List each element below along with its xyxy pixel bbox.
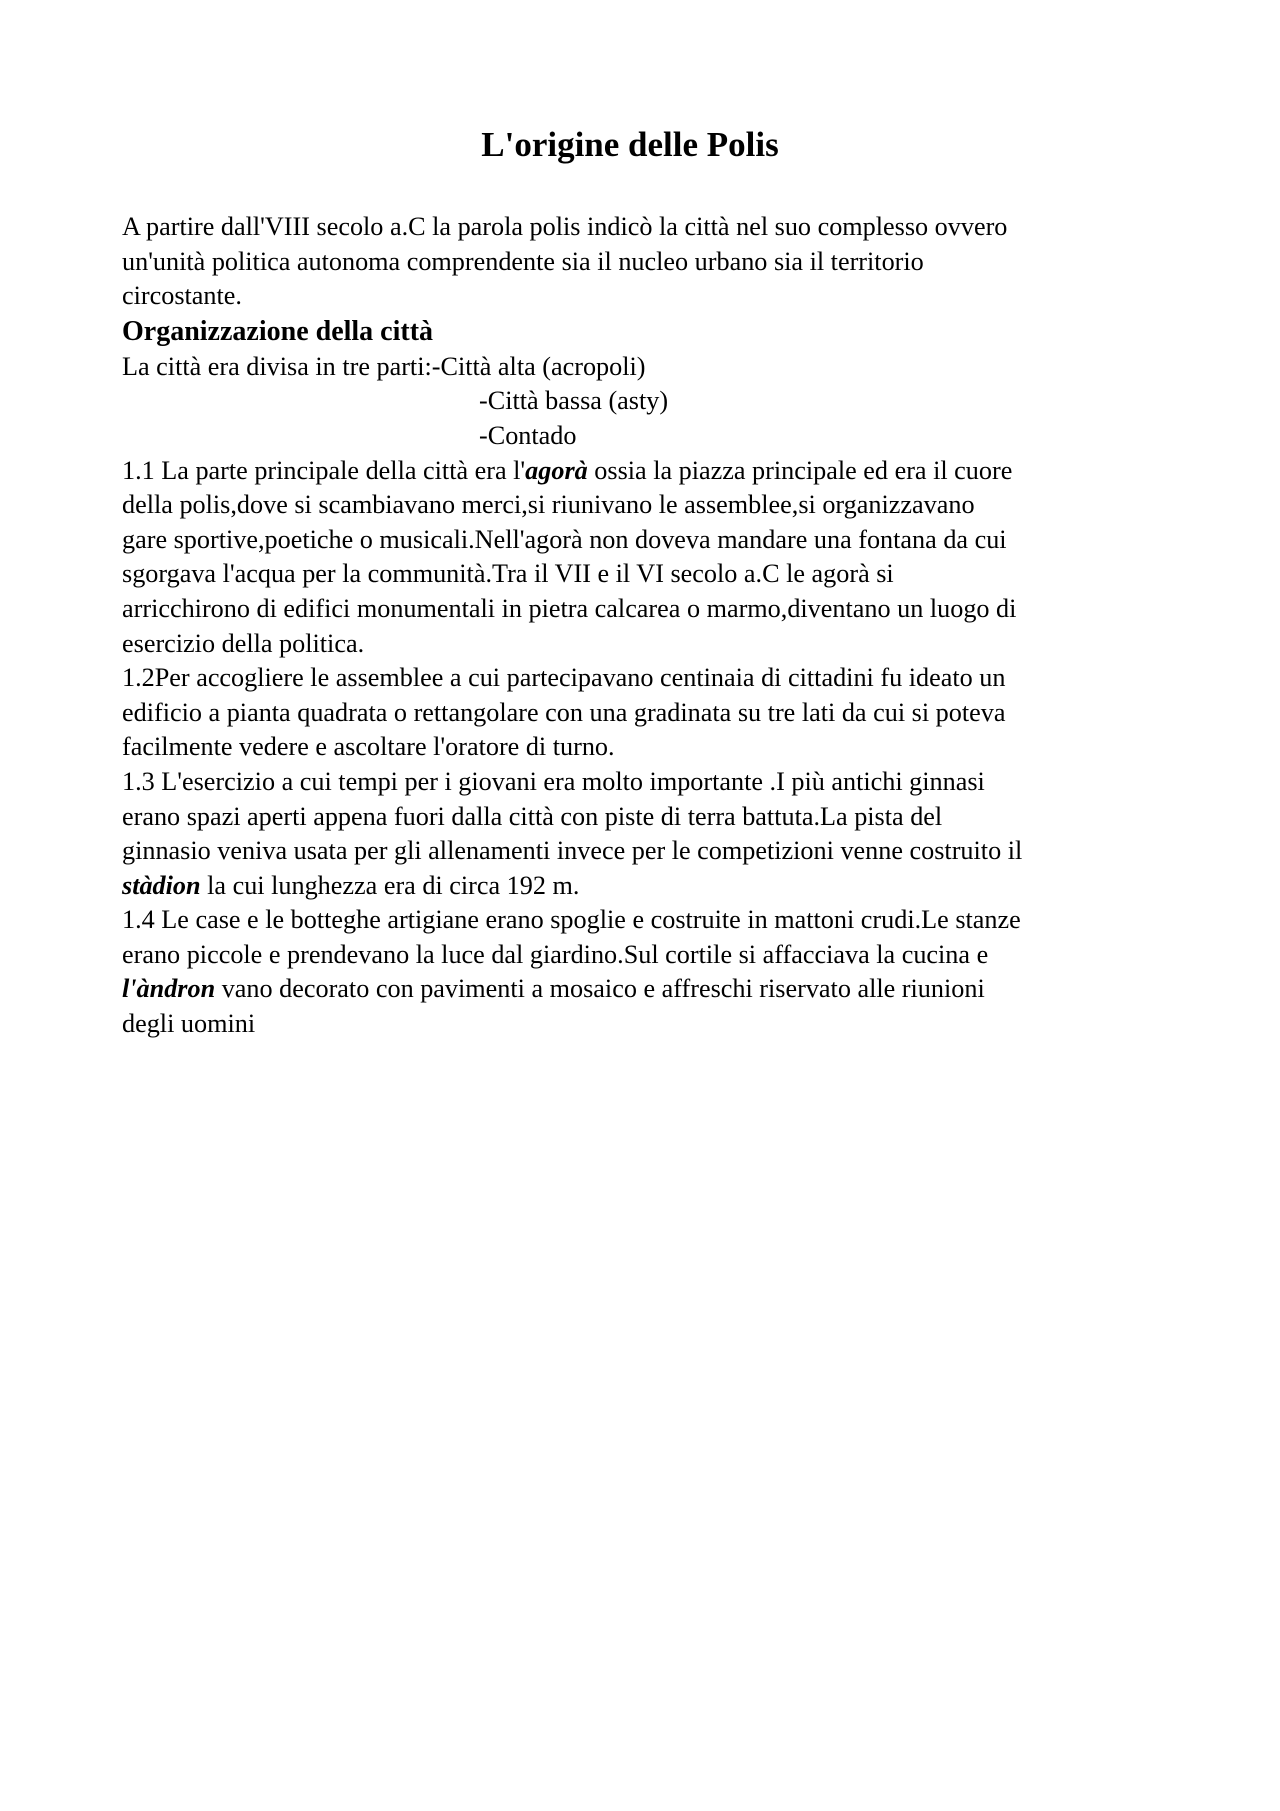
division-lead: La città era divisa in tre parti: xyxy=(122,351,432,381)
page-title: L'origine delle Polis xyxy=(481,125,779,164)
paragraph-1-2 xyxy=(122,661,1182,765)
division-part: -Contado xyxy=(479,420,577,450)
text-line: 1.3 L'esercizio a cui tempi per i giovani era molto importante .I più antichi ginnasi xyxy=(122,766,985,796)
text-line: un'unità politica autonoma comprendente sia il nucleo urbano sia il territorio xyxy=(122,246,924,276)
text-line: sgorgava l'acqua per la communità.Tra il VII e il VI secolo a.C le agorà si xyxy=(122,559,894,589)
text-run: la cui lunghezza era di circa 192 m. xyxy=(200,870,580,900)
text-line: erano piccole e prendevano la luce dal giardino.Sul cortile si affacciava la cucina e xyxy=(122,939,989,969)
text-line: facilmente vedere e ascoltare l'oratore di turno. xyxy=(122,732,615,762)
text-run: vano decorato con pavimenti a mosaico e affreschi riservato alle riunioni xyxy=(215,974,985,1004)
intro-paragraph xyxy=(122,210,1182,314)
paragraph-1-3 xyxy=(122,765,1182,903)
document-body xyxy=(122,210,1182,1042)
text-line: esercizio della politica. xyxy=(122,628,365,658)
text-line: della polis,dove si scambiavano merci,si riunivano le assemblee,si organizzavano xyxy=(122,490,975,520)
text-line xyxy=(122,454,1182,489)
text-run: 1.1 La parte principale della città era l' xyxy=(122,455,526,485)
term-stadion: stàdion xyxy=(122,870,201,900)
division-line xyxy=(122,350,1182,385)
text-line: A partire dall'VIII secolo a.C la parola polis indicò la città nel suo complesso ovvero xyxy=(122,212,1008,241)
paragraph-1-1 xyxy=(122,454,1182,662)
text-line: arricchirono di edifici monumentali in pietra calcarea o marmo,diventano un luogo di xyxy=(122,593,1017,623)
division-part: -Città alta (acropoli) xyxy=(431,351,646,381)
text-line: ginnasio veniva usata per gli allenamenti invece per le competizioni venne costruito il xyxy=(122,836,1023,866)
paragraph-1-4 xyxy=(122,903,1182,1041)
text-line: gare sportive,poetiche o musicali.Nell'agorà non doveva mandare una fontana da cui xyxy=(122,524,1007,554)
term-andron: l'àndron xyxy=(122,974,216,1004)
section-heading: Organizzazione della città xyxy=(122,315,434,347)
text-line: 1.2Per accogliere le assemblee a cui partecipavano centinaia di cittadini fu ideato un xyxy=(122,663,1006,693)
text-run: ossia la piazza principale ed era il cuore xyxy=(587,455,1013,485)
text-line: degli uomini xyxy=(122,1009,256,1039)
text-line: circostante. xyxy=(122,281,242,311)
term-agora: agorà xyxy=(525,455,588,485)
text-line: 1.4 Le case e le botteghe artigiane erano spoglie e costruite in mattoni crudi.Le stanze xyxy=(122,905,1021,935)
text-line xyxy=(122,869,1182,904)
text-line: edificio a pianta quadrata o rettangolare con una gradinata su tre lati da cui si poteva xyxy=(122,697,1006,727)
text-line xyxy=(122,972,1182,1007)
division-part: -Città bassa (asty) xyxy=(479,386,669,416)
text-line: erano spazi aperti appena fuori dalla città con piste di terra battuta.La pista del xyxy=(122,801,943,831)
city-division-list xyxy=(122,350,1182,454)
